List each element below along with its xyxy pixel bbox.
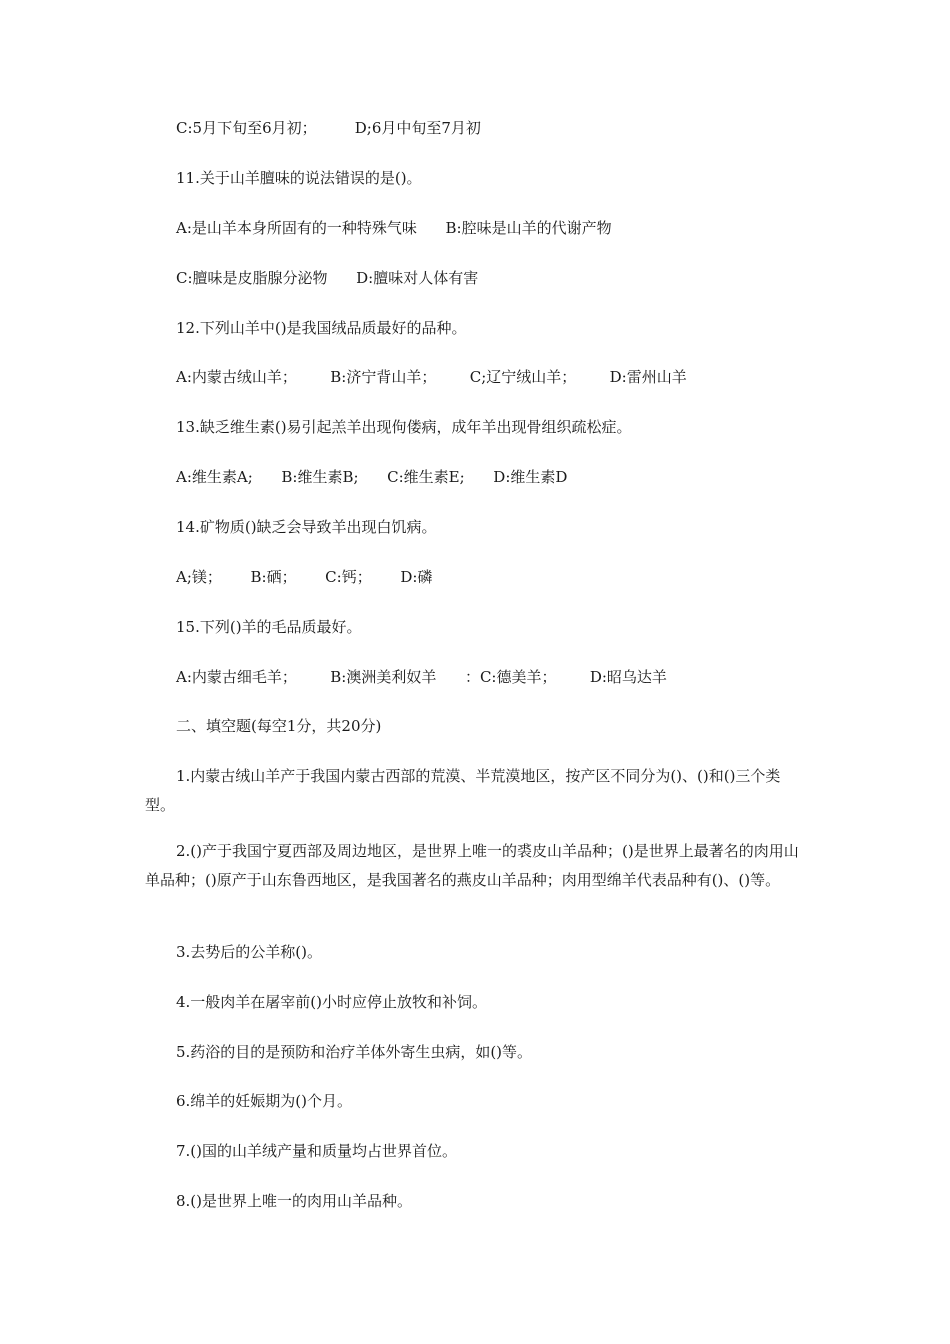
fill-blank-7: 7.()国的山羊绒产量和质量均占世界首位。 — [176, 1142, 458, 1160]
section-2-heading: 二、填空题(每空1分，共20分) — [176, 717, 382, 735]
question-11: 11.关于山羊膻味的说法错误的是()。 — [176, 169, 422, 187]
question-15: 15.下列()羊的毛品质最好。 — [176, 618, 362, 636]
fill-blank-3: 3.去势后的公羊称()。 — [176, 943, 323, 961]
fill-blank-4: 4.一般肉羊在屠宰前()小时应停止放牧和补饲。 — [176, 993, 488, 1011]
fill-blank-8: 8.()是世界上唯一的肉用山羊品种。 — [176, 1192, 413, 1210]
q15-options: A:内蒙古细毛羊； B:澳洲美利奴羊 ：C:德美羊； D:昭乌达羊 — [176, 668, 667, 686]
q10-options-cd: C:5月下旬至6月初； D;6月中旬至7月初 — [176, 119, 481, 137]
q11-options-cd: C:膻味是皮脂腺分泌物 D:膻味对人体有害 — [176, 269, 479, 287]
q14-options: A;镁； B:硒； C:钙； D:磷 — [176, 568, 433, 586]
fill-blank-2: 2.()产于我国宁夏西部及周边地区，是世界上唯一的裘皮山羊品种；()是世界上最著名的肉用山单品种；()原产于山东鲁西地区，是我国著名的燕皮山羊品种；肉用型绵羊代表品种有()、()等。 — [145, 842, 799, 889]
q11-options-ab: A:是山羊本身所固有的一种特殊气味 B:腔味是山羊的代谢产物 — [176, 219, 612, 237]
q12-options: A:内蒙古绒山羊； B:济宁背山羊； C;辽宁绒山羊； D:雷州山羊 — [176, 368, 687, 386]
fill-blank-1: 1.内蒙古绒山羊产于我国内蒙古西部的荒漠、半荒漠地区，按产区不同分为()、()和()三个类型。 — [145, 767, 781, 814]
fill-blank-5: 5.药浴的目的是预防和治疗羊体外寄生虫病，如()等。 — [176, 1043, 533, 1061]
q13-options: A:维生素A; B:维生素B; C:维生素E; D:维生素D — [176, 468, 568, 486]
fill-blank-6: 6.绵羊的妊娠期为()个月。 — [176, 1092, 353, 1110]
question-13: 13.缺乏维生素()易引起羔羊出现佝偻病，成年羊出现骨组织疏松症。 — [176, 418, 632, 436]
question-12: 12.下列山羊中()是我国绒品质最好的品种。 — [176, 319, 467, 337]
question-14: 14.矿物质()缺乏会导致羊出现白饥病。 — [176, 518, 437, 536]
